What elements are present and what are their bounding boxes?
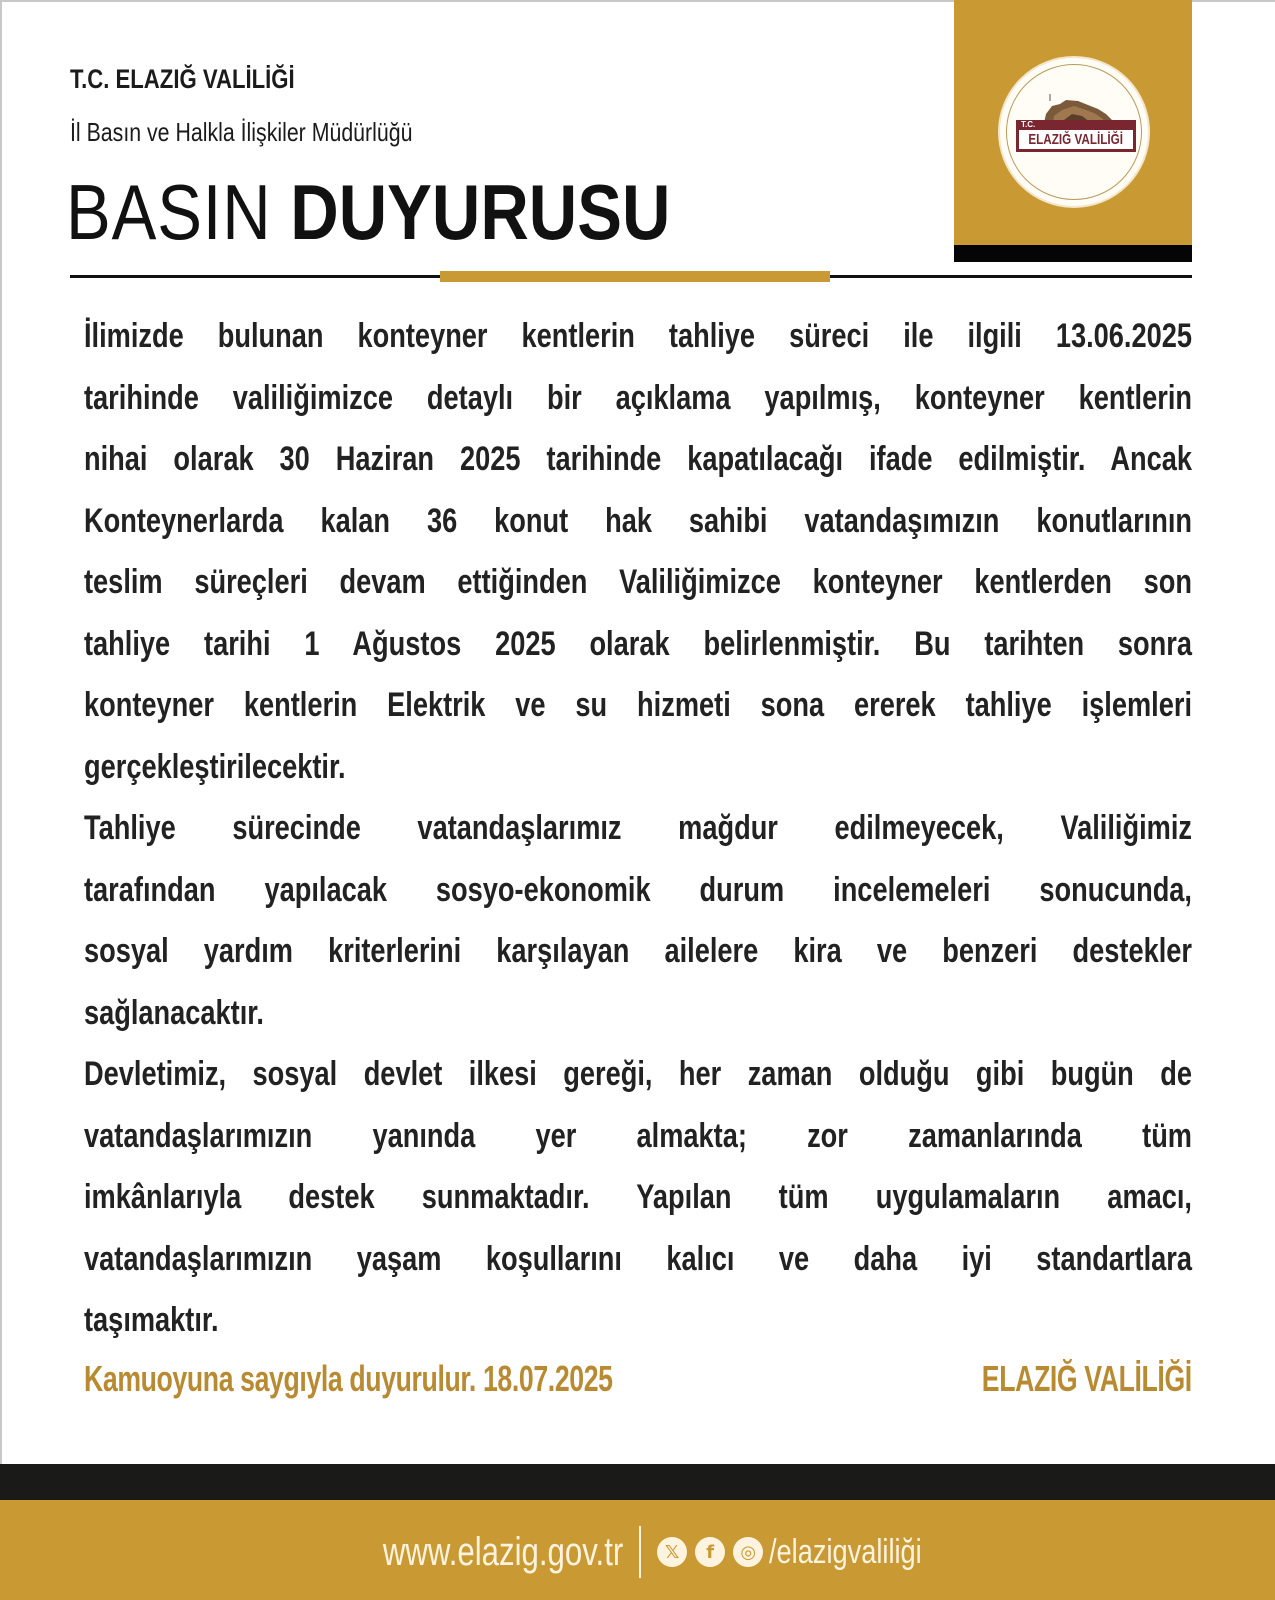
text-line: tarafından yapılacak sosyo-ekonomik durum incelemeleri sonucunda, (84, 870, 1192, 909)
signoff (84, 1358, 1192, 1408)
website-link[interactable]: www.elazig.gov.tr (382, 1529, 624, 1574)
organization-name: T.C. ELAZIĞ VALİLİĞİ (70, 64, 295, 94)
text-line: nihai olarak 30 Haziran 2025 tarihinde kapatılacağı ifade edilmiştir. Ancak (84, 440, 1192, 478)
text-line: gerçekleştirilecektir. (84, 747, 346, 786)
social-handle[interactable]: /elazigvaliliği (769, 1532, 922, 1571)
text-line: tarihinde valiliğimizce detaylı bir açıklama yapılmış, konteyner kentlerin (84, 378, 1192, 417)
logo-tc-text: T.C. (1021, 120, 1036, 129)
paragraph-1 (84, 306, 1192, 798)
page-title (66, 168, 671, 256)
title-bold: DUYURUSU (290, 168, 671, 256)
footer-content (0, 1527, 1275, 1577)
text-line: vatandaşlarımızın yaşam koşullarını kalıcı ve daha iyi standartlara (84, 1239, 1192, 1278)
paragraph-3 (84, 1044, 1192, 1352)
text-line: sosyal yardım kriterlerini karşılayan ailelere kira ve benzeri destekler (84, 932, 1192, 970)
logo-banner-text: ELAZIĞ VALİLİĞİ (1028, 131, 1124, 148)
text-line: Konteynerlarda kalan 36 konut hak sahibi vatandaşımızın konutlarının (84, 501, 1192, 540)
paragraph-2 (84, 798, 1192, 1044)
text-line: tahliye tarihi 1 Ağustos 2025 olarak belirlenmiştir. Bu tarihten sonra (84, 624, 1192, 663)
text-line: vatandaşlarımızın yanında yer almakta; zor zamanlarında tüm (84, 1116, 1192, 1155)
logo-emblem (998, 56, 1150, 208)
text-line: sağlanacaktır. (84, 993, 264, 1032)
text-line: imkânlarıyla destek sunmaktadır. Yapılan tüm uygulamaların amacı, (84, 1178, 1192, 1216)
instagram-icon[interactable]: ◎ (733, 1537, 763, 1567)
signoff-statement: Kamuoyuna saygıyla duyurulur. 18.07.2025 (84, 1358, 613, 1399)
text-line: konteyner kentlerin Elektrik ve su hizmeti sona ererek tahliye işlemleri (84, 686, 1192, 724)
header-accent-bar (440, 271, 830, 282)
footer-divider (639, 1526, 641, 1578)
footer-black-band (0, 1464, 1275, 1500)
signoff-signature: ELAZIĞ VALİLİĞİ (981, 1358, 1192, 1399)
text-line: Devletimiz, sosyal devlet ilkesi gereği, her zaman olduğu gibi bugün de (84, 1055, 1192, 1093)
facebook-icon[interactable]: f (695, 1537, 725, 1567)
announcement-body (84, 306, 1192, 1352)
text-line: taşımaktır. (84, 1301, 219, 1339)
text-line: teslim süreçleri devam ettiğinden Valiliğimizce konteyner kentlerden son (84, 563, 1192, 601)
x-icon[interactable]: 𝕏 (657, 1537, 687, 1567)
logo-panel-bar (954, 245, 1192, 262)
logo-panel (954, 0, 1192, 262)
department-name: İl Basın ve Halkla İlişkiler Müdürlüğü (70, 117, 413, 147)
logo-banner (1016, 120, 1136, 152)
title-light: BASIN (66, 168, 272, 256)
logo-banner-inner (1019, 130, 1133, 149)
text-line: Tahliye sürecinde vatandaşlarımız mağdur edilmeyecek, Valiliğimiz (84, 809, 1192, 847)
text-line: İlimizde bulunan konteyner kentlerin tahliye süreci ile ilgili 13.06.2025 (84, 317, 1192, 355)
